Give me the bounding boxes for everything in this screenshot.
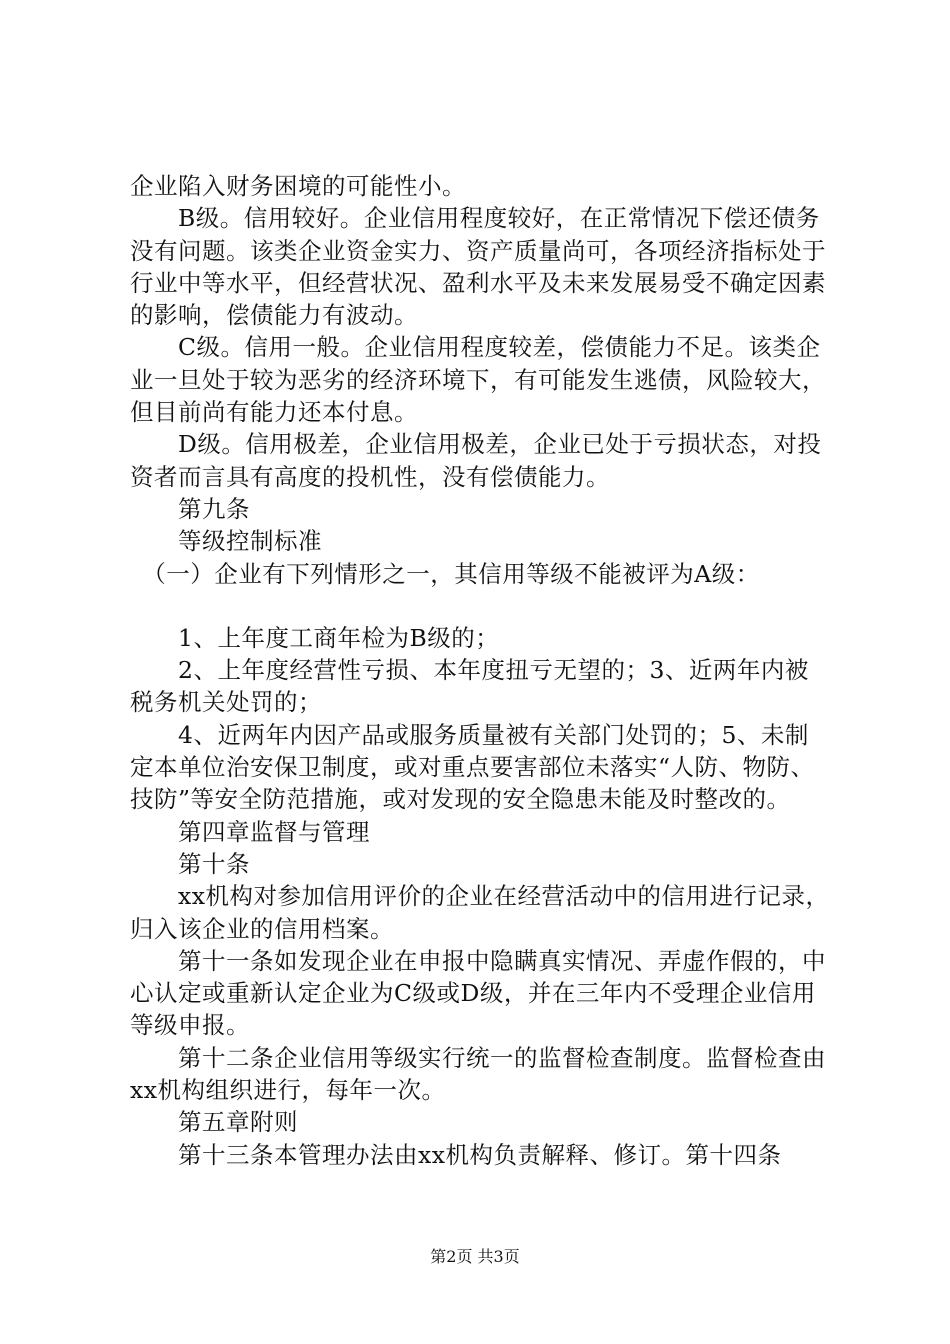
- document-body: [130, 170, 830, 1171]
- paragraph-grade-d: D级。信用极差，企业信用极差，企业已处于亏损状态，对投资者而言具有高度的投机性，没有偿债能力。: [130, 430, 822, 491]
- article-10-body: xx机构对参加信用评价的企业在经营活动中的信用进行记录，归入该企业的信用档案。: [130, 882, 830, 943]
- chapter-4-heading: 第四章监督与管理: [130, 817, 370, 846]
- chapter-5-heading: 第五章附则: [130, 1108, 298, 1137]
- article-12: 第十二条企业信用等级实行统一的监督检查制度。监督检查由xx机构组织进行，每年一次。: [130, 1043, 826, 1105]
- article-9-heading: 第九条: [130, 494, 250, 523]
- article-11: 第十一条如发现企业在申报中隐瞒真实情况、弄虚作假的，中心认定或重新认定企业为C级或D级，并在三年内不受理企业信用等级申报。: [130, 946, 826, 1040]
- page-number-footer: 第2页 共3页: [430, 1247, 520, 1266]
- paragraph-grade-b: B级。信用较好。企业信用程度较好，在正常情况下偿还债务没有问题。该类企业资金实力、资产质量尚可，各项经济指标处于行业中等水平，但经营状况、盈利水平及未来发展易受不确定因素的影响，偿债能力有波动。: [130, 204, 826, 330]
- paragraph-grade-c: C级。信用一般。企业信用程度较差，偿债能力不足。该类企业一旦处于较为恶劣的经济环境下，有可能发生逃债，风险较大，但目前尚有能力还本付息。: [130, 333, 826, 427]
- clause-1-intro: （一）企业有下列情形之一，其信用等级不能被评为A级：: [130, 559, 760, 588]
- list-item-4-5: 4、近两年内因产品或服务质量被有关部门处罚的；5、未制定本单位治安保卫制度，或对重点要害部位未落实“人防、物防、技防”等安全防范措施，或对发现的安全隐患未能及时整改的。: [130, 720, 815, 814]
- list-item-1: 1、上年度工商年检为B级的；: [130, 623, 500, 652]
- section-grade-control-heading: 等级控制标准: [130, 527, 322, 556]
- article-10-heading: 第十条: [130, 849, 250, 878]
- list-item-2-3: 2、上年度经营性亏损、本年度扭亏无望的；3、近两年内被税务机关处罚的；: [130, 656, 809, 717]
- article-13-14: 第十三条本管理办法由xx机构负责解释、修订。第十四条: [130, 1140, 782, 1169]
- paragraph-risk-summary: 企业陷入财务困境的可能性小。: [130, 172, 466, 200]
